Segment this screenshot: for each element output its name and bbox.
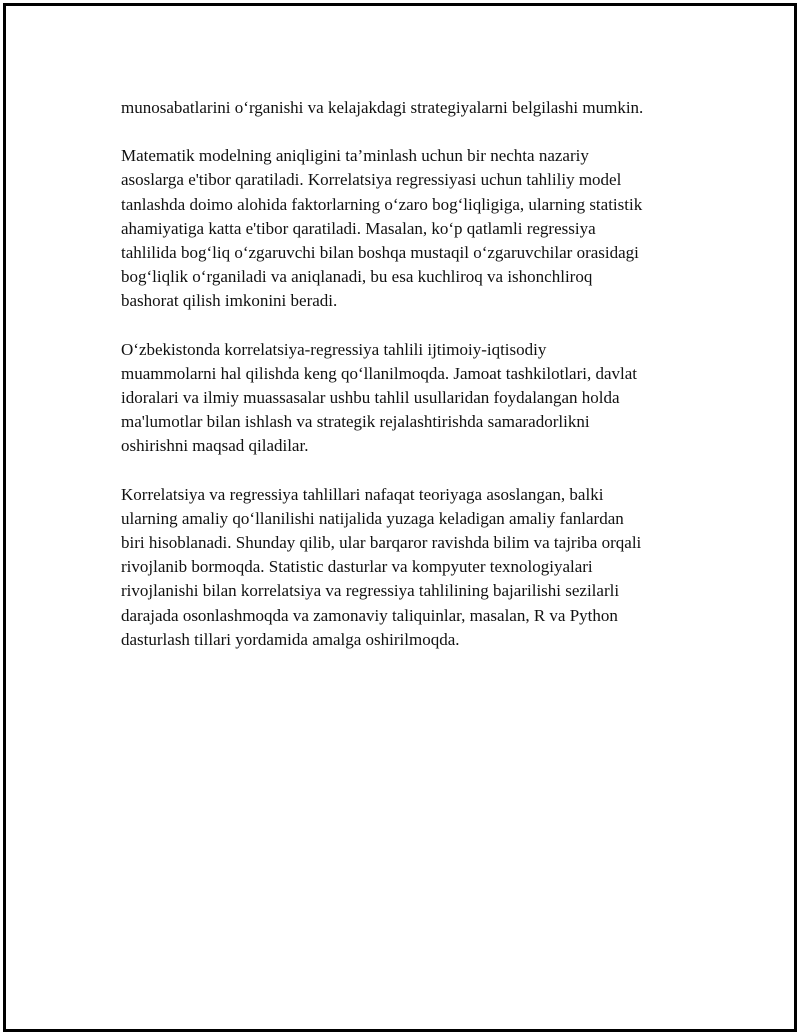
- text-line: rivojlanishi bilan korrelatsiya va regressiya tahlilining bajarilishi sezilarli: [121, 581, 620, 601]
- text-line: ma'lumotlar bilan ishlash va strategik rejalashtirishda samaradorlikni: [121, 412, 590, 432]
- paragraph-1: [121, 96, 696, 120]
- text-line: idoralari va ilmiy muassasalar ushbu tahlil usullaridan foydalangan holda: [121, 388, 620, 408]
- paragraph-2: [121, 144, 696, 313]
- text-line: munosabatlarini o‘rganishi va kelajakdagi strategiyalarni belgilashi mumkin.: [121, 98, 644, 117]
- text-line: ahamiyatiga katta e'tibor qaratiladi. Masalan, ko‘p qatlamli regressiya: [121, 218, 596, 238]
- text-line: bog‘liqlik o‘rganiladi va aniqlanadi, bu esa kuchliroq va ishonchliroq: [121, 267, 593, 287]
- paragraph-3: [121, 338, 696, 459]
- text-line: darajada osonlashmoqda va zamonaviy taliquinlar, masalan, R va Python: [121, 605, 618, 625]
- text-line: O‘zbekistonda korrelatsiya-regressiya tahlili ijtimoiy-iqtisodiy: [121, 339, 547, 359]
- document-page: [3, 3, 797, 1032]
- text-line: muammolarni hal qilishda keng qo‘llanilmoqda. Jamoat tashkilotlari, davlat: [121, 363, 638, 383]
- text-line: tanlashda doimo alohida faktorlarning o‘zaro bog‘liqligiga, ularning statistik: [121, 194, 643, 214]
- text-line: tahlilida bog‘liq o‘zgaruvchi bilan boshqa mustaqil o‘zgaruvchilar orasidagi: [121, 243, 639, 263]
- text-line: rivojlanib bormoqda. Statistic dasturlar va kompyuter texnologiyalari: [121, 557, 593, 577]
- text-line: Matematik modelning aniqligini ta’minlash uchun bir nechta nazariy: [121, 146, 589, 166]
- text-line: oshirishni maqsad qiladilar.: [121, 436, 309, 456]
- text-line: dasturlash tillari yordamida amalga oshirilmoqda.: [121, 629, 460, 649]
- text-line: bashorat qilish imkonini beradi.: [121, 291, 338, 311]
- paragraph-4: [121, 483, 696, 652]
- document-body: [121, 96, 696, 676]
- text-line: Korrelatsiya va regressiya tahlillari nafaqat teoriyaga asoslangan, balki: [121, 484, 604, 504]
- text-line: asoslarga e'tibor qaratiladi. Korrelatsiya regressiyasi uchun tahliliy model: [121, 170, 622, 190]
- text-line: ularning amaliy qo‘llanilishi natijalida yuzaga keladigan amaliy fanlardan: [121, 508, 624, 528]
- text-line: biri hisoblanadi. Shunday qilib, ular barqaror ravishda bilim va tajriba orqali: [121, 533, 642, 553]
